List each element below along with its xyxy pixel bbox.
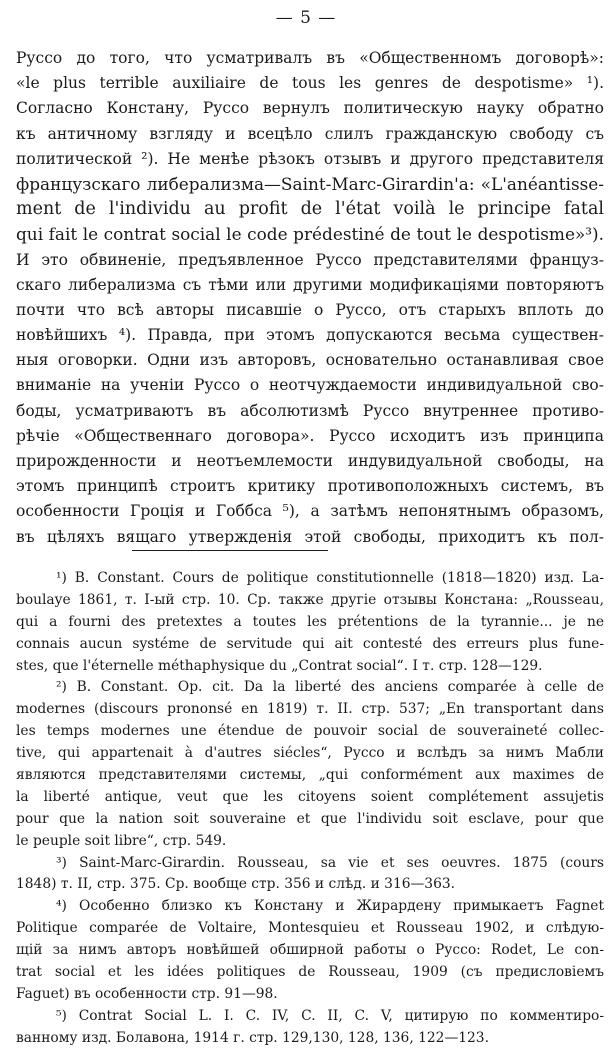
text-line: qui fait le contrat social le code prédestiné de tout le despotisme»³). [16,224,604,245]
text-line: Руссо до того, что усматривалъ въ «Общественномъ договорѣ»: [16,49,604,67]
main-text [16,46,604,550]
text-line: почти что всѣ авторы писавшіе о Руссо, отъ старыхъ вплоть до [16,300,604,319]
text-line: боды, усматриваютъ въ абсолютизмѣ Руссо внутреннее противо- [16,401,604,420]
footnote-line: являются представителями системы, „qui conformément aux maximes de [16,767,604,784]
footnote-divider [132,550,328,551]
text-line: И это обвиненіе, предъявленное Руссо представителями француз- [16,250,604,269]
footnote-4 [16,896,604,1005]
footnote-line: qui a fourni des pretextes a toutes les prétentions de la tyrannie... je ne [16,613,604,630]
footnote-line: modernes (discours prononsé en 1819) т. II. стр. 537; „En transportant dans [16,701,604,718]
text-line: французскаго либерализма—Saint-Marc-Girardin'a: «L'anéantisse- [16,173,604,194]
footnote-line: ванному изд. Болавона, 1914 г. стр. 129,130, 128, 136, 122—123. [16,1029,489,1046]
text-line: скаго либерализма съ тѣми или другими модификаціями повторяютъ [16,275,604,294]
footnote-line: stes, que l'éternelle méthaphysique du „Contrat social“. I т. стр. 128—129. [16,657,543,674]
text-line: въ цѣляхъ вящаго утвержденія этой свободы, приходитъ къ пол- [16,527,604,546]
footnote-1 [16,568,604,677]
text-line: этомъ принципѣ строитъ критику противоположныхъ системъ, въ [16,477,604,496]
text-line: ныя оговорки. Одни изъ авторовъ, основательно останавливая свое [16,351,604,370]
footnote-line: щій за нимъ авторъ новѣйшей обширной работы о Руссо: Rodet, Le con- [16,942,604,959]
text-line: вниманіе на ученіи Руссо о неотчуждаемости индивидуальной сво- [16,376,604,395]
text-line: къ античному взгляду и всецѣло слилъ гражданскую свободу съ [16,124,604,143]
footnote-line: Politique comparée de Voltaire, Montesquieu et Rousseau 1902, и слѣдую- [16,920,604,937]
footnote-line: ²) B. Constant. Op. cit. Da la liberté des anciens comparée à celle de [56,679,604,696]
text-line: политической ²). Не менѣе рѣзокъ отзывъ и другого представителя [16,149,604,168]
footnote-line: ⁴) Особенно близко къ Констану и Жирардену примыкаетъ Fagnet [56,898,604,915]
text-line: «le plus terrible auxiliaire de tous les genres de despotisme» ¹). [16,74,604,93]
text-line: Согласно Констану, Руссо вернулъ политическую науку обратно [16,99,604,118]
footnote-5 [16,1006,604,1050]
footnote-2 [16,677,604,852]
text-line: новѣйшихъ ⁴). Правда, при этомъ допускаются весьма существен- [16,326,604,345]
footnote-3 [16,853,604,897]
footnote-line: Faguet) въ особенности стр. 91—98. [16,985,278,1002]
text-line: ment de l'individu au profit de l'état voilà le principe fatal [16,199,604,220]
footnote-line: ⁵) Contrat Social L. I. C. IV, C. II, C. V, цитирую по комментиро- [56,1007,604,1024]
footnote-line: ¹) B. Constant. Cours de politique constitutionnelle (1818—1820) изд. La- [56,570,604,586]
page-number: — 5 — [275,8,337,28]
footnote-line: les temps modernes une étendue de pouvoir social de souveraineté collec- [16,723,604,740]
footnote-line: tive, qui appartenait à d'autres siécles“, Руссо и вслѣдъ за нимъ Мабли [16,745,604,762]
footnote-line: 1848) т. II, стр. 375. Ср. вообще стр. 356 и слѣд. и 316—363. [16,876,456,893]
text-line: рѣчіе «Общественнаго договора». Руссо исходитъ изъ принципа [16,426,604,445]
text-line: особенности Гроція и Гоббса ⁵), а затѣмъ непонятнымъ образомъ, [16,502,604,521]
footnote-line: boulaye 1861, т. I-ый стр. 10. Ср. также другіе отзывы Констана: „Rousseau, [16,591,604,608]
footnote-line: pour que la nation soit souveraine et que l'individu soit esclave, pour que [16,810,604,827]
footnotes [16,568,604,1050]
footnote-line: le peuple soit libre“, стр. 549. [16,832,227,849]
text-line: прирожденности и неотъемлемости индувидуальной свободы, на [16,452,604,470]
footnote-line: la liberté antique, veut que les citoyens soient complétement assujetis [16,788,604,805]
footnote-line: trat social et les idées politiques de Rousseau, 1909 (съ предисловіемъ [16,964,604,981]
footnote-line: ³) Saint-Marc-Girardin. Rousseau, sa vie et ses oeuvres. 1875 (cours [56,854,604,871]
footnote-line: connais aucun systéme de servitude qui ait contesté des erreurs plus fune- [16,635,604,652]
